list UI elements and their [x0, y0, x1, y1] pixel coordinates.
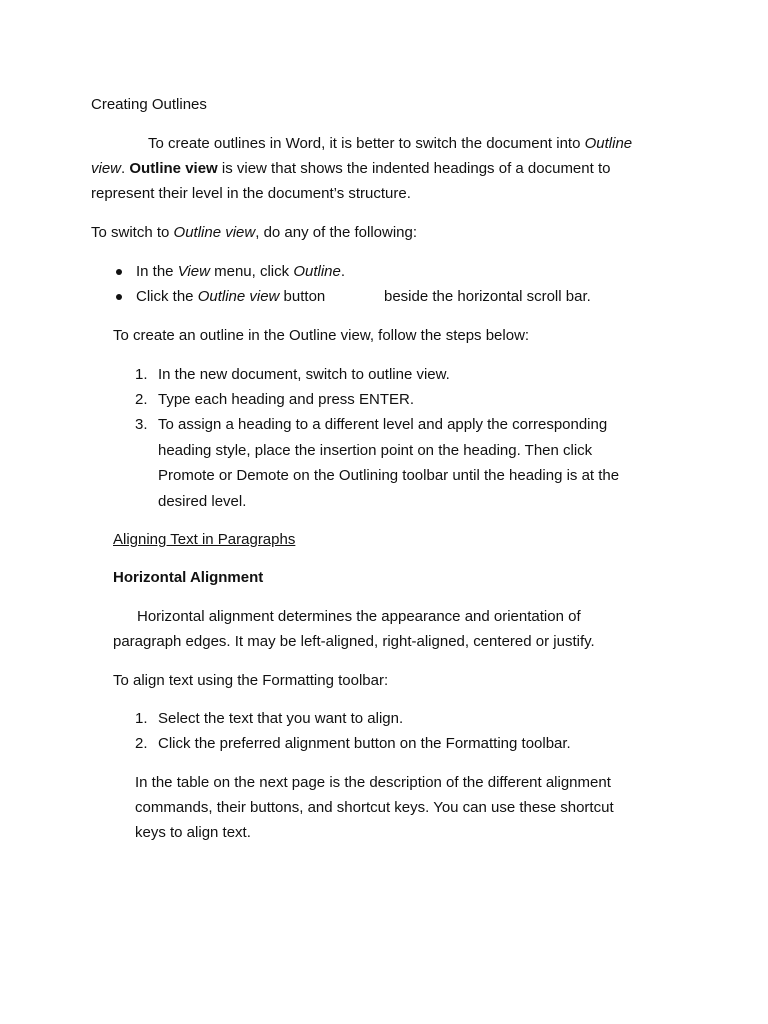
intro-text: To create outlines in Word, it is better to switch the document into: [148, 135, 585, 152]
outline-step-3-line-4: desired level.: [158, 493, 247, 510]
bullet-text: menu, click: [209, 263, 294, 280]
switch-intro-text: , do any of the following:: [255, 224, 418, 241]
bullet-text: In the: [136, 263, 178, 280]
bullet-icon: [116, 294, 122, 300]
intro-bold-term: Outline view: [129, 160, 218, 177]
bullet-item-1: [136, 262, 345, 282]
align-step-2: Click the preferred alignment button on the Formatting toolbar.: [158, 735, 571, 752]
outline-step-2: Type each heading and press ENTER.: [158, 391, 414, 408]
bullet-icon: [116, 269, 122, 275]
section-heading: Aligning Text in Paragraphs: [113, 531, 296, 548]
bullet-italic: View: [177, 263, 210, 280]
outline-steps-intro: To create an outline in the Outline view, follow the steps below:: [113, 327, 530, 344]
switch-intro-italic: Outline view: [173, 224, 256, 241]
intro-italic-term: view: [91, 160, 122, 177]
bullet-italic: Outline: [293, 263, 341, 280]
align-step-1: Select the text that you want to align.: [158, 710, 404, 727]
bullet-item-2-continuation: beside the horizontal scroll bar.: [384, 288, 591, 305]
align-intro: To align text using the Formatting toolbar:: [113, 672, 389, 689]
step-number: 2.: [135, 391, 148, 408]
outline-step-1: In the new document, switch to outline view.: [158, 366, 450, 383]
horizontal-alignment-line-1: Horizontal alignment determines the appearance and orientation of: [137, 608, 581, 625]
outline-step-3-line-2: heading style, place the insertion point on the heading. Then click: [158, 442, 593, 459]
step-number: 1.: [135, 710, 148, 727]
intro-text: .: [121, 160, 130, 177]
bullet-italic: Outline view: [197, 288, 280, 305]
bullet-item-2: [136, 287, 325, 307]
intro-line-1: [148, 134, 632, 154]
intro-text: is view that shows the indented headings of a document to: [217, 160, 611, 177]
intro-line-3: represent their level in the document’s structure.: [91, 185, 411, 202]
table-description-line-3: keys to align text.: [135, 824, 251, 841]
step-number: 2.: [135, 735, 148, 752]
table-description-line-2: commands, their buttons, and shortcut keys. You can use these shortcut: [135, 799, 614, 816]
table-description-line-1: In the table on the next page is the description of the different alignment: [135, 774, 611, 791]
bullet-text: button: [279, 288, 326, 305]
bullet-text: Click the: [136, 288, 198, 305]
intro-line-2: [91, 159, 610, 179]
horizontal-alignment-line-2: paragraph edges. It may be left-aligned, right-aligned, centered or justify.: [113, 633, 595, 650]
subheading: Horizontal Alignment: [113, 569, 264, 586]
switch-intro: [91, 223, 417, 243]
intro-italic-term: Outline: [584, 135, 633, 152]
switch-intro-text: To switch to: [91, 224, 174, 241]
outline-step-3-line-1: To assign a heading to a different level and apply the corresponding: [158, 416, 608, 433]
document-title: Creating Outlines: [91, 96, 207, 113]
bullet-text: .: [340, 263, 346, 280]
step-number: 3.: [135, 416, 148, 433]
outline-step-3-line-3: Promote or Demote on the Outlining toolbar until the heading is at the: [158, 467, 620, 484]
step-number: 1.: [135, 366, 148, 383]
